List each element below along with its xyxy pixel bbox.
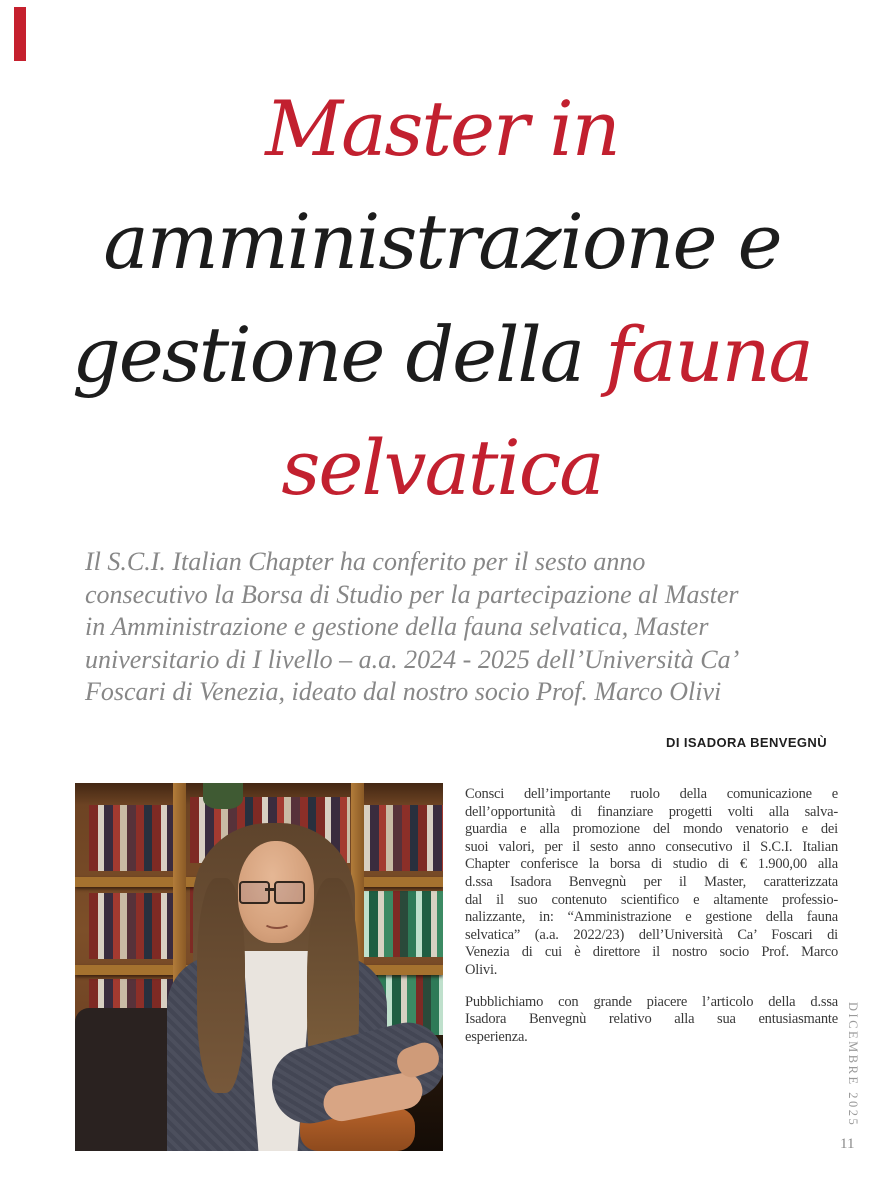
book-spines [355,805,443,871]
body-text-line: nalizzante, in: “Amministrazione e gestione della fauna [465,909,838,926]
smile [263,915,291,929]
photo-isadora-benvegnu [75,783,443,1151]
woman-hair-strand [197,878,245,1093]
title-text-black: gestione della [72,310,606,399]
title-text-red: selvatica [281,423,603,512]
intro-line: consecutivo la Borsa di Studio per la partecipazione al Master [85,579,739,609]
red-corner-bar [14,7,26,61]
title-line-4 [47,411,837,524]
intro-line: universitario di I livello – a.a. 2024 - 2025 dell’Università Ca’ [85,644,740,674]
body-text-line: esperienza. [465,1028,528,1045]
title-text-red: Master in [265,84,619,173]
eyeglasses-bridge [265,888,275,891]
plant [203,783,243,809]
body-paragraph-2 [465,994,838,1047]
article-body-column [465,786,838,1060]
intro-line: in Amministrazione e gestione della fauna selvatica, Master [85,612,709,642]
intro-line: Foscari di Venezia, ideato dal nostro socio Prof. Marco Olivi [85,677,722,707]
byline: DI ISADORA BENVEGNÙ [666,735,827,750]
body-text-line: dell’opportunità di finanziare progetti volti alla salva- [465,803,838,820]
intro-line: Il S.C.I. Italian Chapter ha conferito per il sesto anno [85,547,646,576]
eyeglasses-icon [239,881,270,904]
issue-date-vertical: DICEMBRE 2025 [846,1002,860,1128]
book-spines [89,805,174,871]
title-text-black: amministrazione e [103,197,781,286]
body-text-line: suoi valori, per il sesto anno consecutivo il S.C.I. Italian [465,838,838,855]
body-text-line: Chapter conferisce la borsa di studio di € 1.900,00 alla [465,856,838,873]
title-line-2 [47,185,837,298]
body-text-line: Isadora Benvegnù relativo alla sua entusiasmante [465,1011,838,1028]
book-spines [89,893,174,959]
intro-paragraph [85,546,805,709]
book-spines [355,891,443,957]
title-line-1 [47,72,837,185]
eyeglasses-icon [274,881,305,904]
body-text-line: dal il suo contenuto scientifico e altamente professio- [465,891,838,908]
body-text-line: Venezia di cui è direttore il nostro socio Prof. Marco [465,944,838,961]
body-text-line: selvatica” (a.a. 2022/23) dell’Università Ca’ Foscari di [465,926,838,943]
body-text-line: Olivi. [465,961,498,978]
body-text-line: guardia e alla promozione del mondo venatorio e dei [465,821,838,838]
body-text-line: d.ssa Isadora Benvegnù per il Master, caratterizzata [465,873,838,890]
page-number: 11 [840,1136,855,1152]
title-text-red: fauna [605,310,812,399]
body-paragraph-1 [465,786,838,980]
body-text-line: Consci dell’importante ruolo della comunicazione e [465,786,838,802]
body-text-line: Pubblichiamo con grande piacere l’articolo della d.ssa [465,993,838,1010]
title-line-3 [47,298,837,411]
article-title [47,72,837,524]
